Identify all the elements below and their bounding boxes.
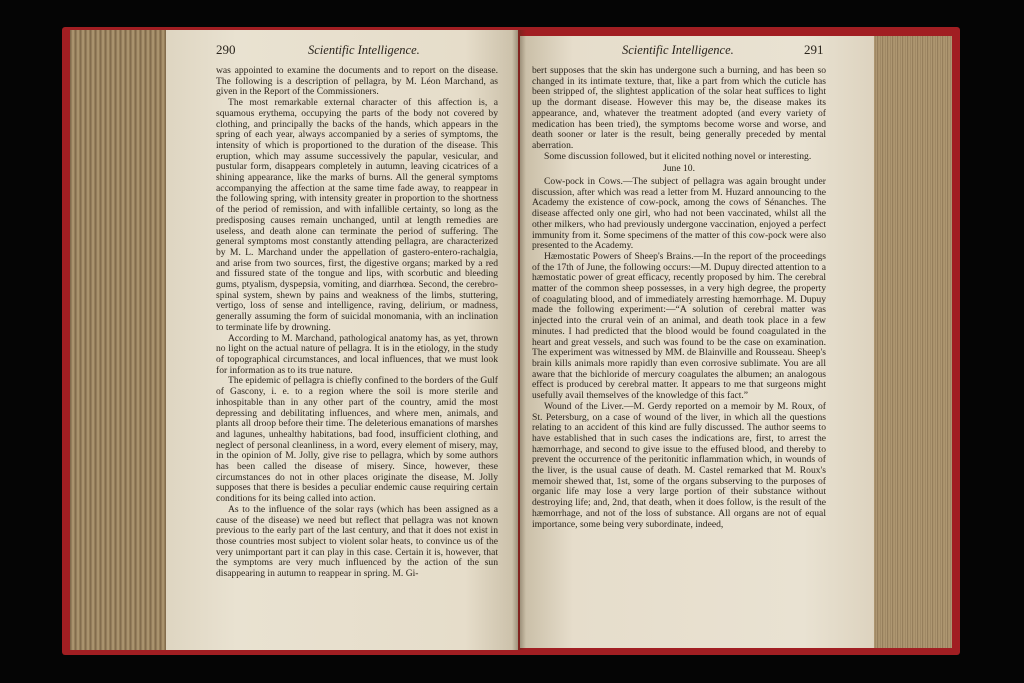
paragraph: Wound of the Liver.—M. Gerdy reported on a memoir by M. Roux, of St. Petersburg, on a case of wound of the liver, in which all the questions relating to an accident of this kind are fully discussed. The author seems to have established that in such cases the indications are, first, to arrest the hæmorrhage, and second to give issue to the effused blood, and thereby to prevent the occurrence of the peritonitic inflammation which, in wounds of the liver, is the usual cause of death. M. Castel remarked that M. Roux's memoir shewed that, 1st, some of the organs subserving to the purposes of organic life may lose a very large portion of their substance without destroying life; and, 2nd, that death, when it does follow, is the result of the hæmorrhage, and not of the loss of substance. All organs are not of equal importance, some being very subordinate, indeed, bbox=[532, 400, 826, 530]
paragraph: Some discussion followed, but it elicited nothing novel or interesting. bbox=[544, 150, 812, 162]
page-edges-left bbox=[70, 30, 166, 650]
right-body-text bbox=[532, 66, 826, 598]
paragraph: As to the influence of the solar rays (which has been assigned as a cause of the disease) we need but reflect that pellagra was not known previous to the early part of the last century, and that it does not exist in those countries most subject to violent solar heats, to convince us of the very unimportant part it can play in this case. Certain it is, however, that the symptoms are very much influenced by the action of the sun disappearing in autumn to reappear in spring. M. Gi- bbox=[216, 503, 498, 580]
page-edges-right bbox=[872, 36, 952, 648]
left-running-head: Scientific Intelligence. bbox=[308, 43, 420, 57]
left-body-text bbox=[216, 66, 498, 588]
right-running-head: Scientific Intelligence. bbox=[622, 43, 734, 57]
paragraph: bert supposes that the skin has undergone such a burning, and has been so changed in its intimate texture, that, like a part from which the cuticle has been stripped of, the slightest application of the solar heat suffices to light up the dormant disease. However this may be, the disease makes its appearance, and, whatever the treatment adopted (and every variety of medication has been tried), the symptoms become worse and worse, and death sooner or later is the result, being generally preceded by mental aberration. bbox=[532, 65, 826, 151]
paragraph: The most remarkable external character of this affection is, a squamous erythema, occupying the parts of the body not covered by clothing, and principally the backs of the hands, which appears in the spring of each year, always accompanied by a series of symptoms, the intensity of which is proportioned to the duration of the disease. This eruption, which may assume successively the papular, vesicular, and pustular form, disappears completely in autumn, leaving cicatrices of a shining appearance, like the marks of burns. All the general symptoms accompanying the affection at the same time fade away, to reappear in the following spring, with intensity greater in proportion to the shortness of the period of remission, and with infallible certainty, so long as the predisposing causes remain unchanged, until at length remedies are useless, and death alone can terminate the period of suffering. The general symptoms most constantly attending pellagra, are characterized by M. L. Marchand under the appellation of gastero-entero-rachalgia, and arise from two sources, first, the digestive organs; marked by a red and fissured state of the tongue and lips, with scorbutic and bleeding gums, ptyalism, dyspepsia, vomiting, and diarrhœa. Second, the cerebro-spinal system, shewn by pains and weakness of the limbs, stuttering, vertigo, loss of sense and intelligence, raving, delirium, or madness, generally assuming the form of suicidal monomania, with an inclination to terminate life by drowning. bbox=[216, 97, 498, 333]
paragraph: Cow-pock in Cows.—The subject of pellagra was again brought under discussion, after which was read a letter from M. Huzard announcing to the Academy the existence of cow-pock, among the cows of Sénanches. The disease affected only one girl, who had not been vaccinated, whilst all the other milkers, who had previously undergone vaccination, enjoyed a perfect immunity from it. Some specimens of the matter of this cow-pock were also presented to the Academy. bbox=[532, 176, 826, 252]
paragraph: Hæmostatic Powers of Sheep's Brains.—In the report of the proceedings of the 17th of June, the following occurs:—M. Dupuy directed attention to a hæmostatic power of great efficacy, recently proposed by him. The cerebral matter of the common sheep possesses, in a very high degree, the property of coagulating blood, and of immediately arresting hæmorrhage. M. Dupuy made the following experiment:—“A solution of cerebral matter was injected into the crural vein of an animal, and death took place in a few minutes. I had predicted that the blood would be found coagulated in the heart and great vessels, and such was found to be the case on examination. The experiment was witnessed by MM. de Blainville and Rousseau. Sheep's brain kills animals more rapidly than even corrosive sublimate. You are all aware that the bichloride of mercury coagulates the albumen; an analogous effect is produced by cerebral matter. It appears to me that surgeons might usefully avail themselves of the knowledge of this fact.” bbox=[532, 250, 826, 402]
left-page-number: 290 bbox=[216, 42, 236, 57]
paragraph: According to M. Marchand, pathological anatomy has, as yet, thrown no light on the actual nature of pellagra. It is in the etiology, in the study of topographical circumstances, and local influences, that we must look for information as to its true nature. bbox=[216, 332, 498, 376]
right-page-number: 291 bbox=[804, 42, 824, 57]
paragraph: was appointed to examine the documents and to report on the disease. The following is a description of pellagra, by M. Léon Marchand, as given in the Report of the Commissioners. bbox=[216, 65, 498, 98]
date-heading: June 10. bbox=[663, 163, 695, 175]
paragraph: The epidemic of pellagra is chiefly confined to the borders of the Gulf of Gascony, i. e. to a region where the soil is more sterile and inhospitable than in any other part of the country, amid the most depressing and debilitating influences, and where men, animals, and plants all droop before their time. The deleterious emanations of marshes and lagunes, unhealthy habitations, bad food, insufficient clothing, and neglect of personal cleanliness, in a word, every element of misery, may, in the opinion of M. Jolly, give rise to pellagra, which by some authors has been called the disease of misery. Since, however, these circumstances do not in other places originate the disease, M. Jolly supposes that there is besides a peculiar endemic cause requiring certain conditions for its being called into action. bbox=[216, 375, 498, 505]
book-gutter bbox=[512, 30, 526, 650]
